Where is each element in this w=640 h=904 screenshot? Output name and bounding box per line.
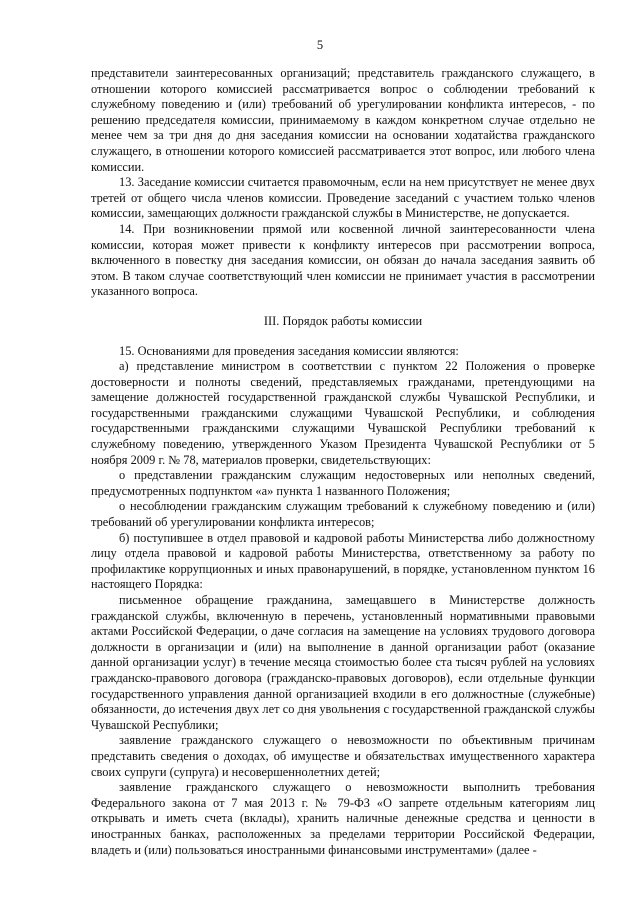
section-heading: III. Порядок работы комиссии	[263, 313, 423, 328]
paragraph-item-13: 13. Заседание комиссии считается правомочным, если на нем присутствует не менее двух третей от общего числа членов комиссии. Проведение заседаний с участием только членов комиссии, замещающих должности гражданской службы в Министерстве, не допускается.	[91, 175, 595, 221]
paragraph-subitem-a: а) представление министром в соответствии с пунктом 22 Положения о проверке достоверности и полноты сведений, представляемых гражданами, претендующими на замещение должностей государственной гражданской службы Чувашской Республики, и государственными гражданскими служащими Чувашской Республики, и соблюдения государственными гражданскими служащими Чувашской Республики требований к служебному поведению, утвержденного Указом Президента Чувашской Республики от 5 ноября 2009 г. № 78, материалов проверки, свидетельствующих:	[91, 359, 595, 467]
paragraph-subitem-b-1: письменное обращение гражданина, замещавшего в Министерстве должность гражданской службы, включенную в перечень, установленный нормативными правовыми актами Российской Федерации, о даче согласия на замещение на условиях трудового договора должности в организации и (или) на выполнение в данной организации работ (оказание данной организации услуг) в течение месяца стоимостью более ста тысяч рублей на условиях гражданско-правового договора (гражданско-правовых договоров), если отдельные функции государственного управления данной организацией входили в его должностные (служебные) обязанности, до истечения двух лет со дня увольнения с государственной гражданской службы Чувашской Республики;	[91, 593, 595, 732]
document-body	[91, 66, 595, 858]
paragraph-subitem-b: б) поступившее в отдел правовой и кадровой работы Министерства либо должностному лицу отдела правовой и кадровой работы Министерства, ответственному за работу по профилактике коррупционных и иных правонарушений, в порядке, установленном пунктом 16 настоящего Порядка:	[91, 530, 595, 592]
paragraph-continuation: представители заинтересованных организаций; представитель гражданского служащего, в отношении которого комиссией рассматривается вопрос о соблюдении требований к служебному поведению и (или) требований об урегулировании конфликта интересов, - по решению председателя комиссии, принимаемому в каждом конкретном случае отдельно не менее чем за три дня до дня заседания комиссии на основании ходатайства гражданского служащего, в отношении которого комиссией рассматривается этот вопрос, или любого члена комиссии.	[91, 66, 595, 174]
paragraph-subitem-b-2: заявление гражданского служащего о невозможности по объективным причинам представить сведения о доходах, об имуществе и обязательствах имущественного характера своих супруги (супруга) и несовершеннолетних детей;	[91, 733, 595, 779]
paragraph-subitem-a-2: о несоблюдении гражданским служащим требований к служебному поведению и (или) требований об урегулировании конфликта интересов;	[91, 499, 595, 530]
paragraph-subitem-b-3: заявление гражданского служащего о невозможности выполнить требования Федерального закона от 7 мая 2013 г. № 79-ФЗ «О запрете отдельным категориям лиц открывать и иметь счета (вклады), хранить наличные денежные средства и ценности в иностранных банках, расположенных за пределами территории Российской Федерации, владеть и (или) пользоваться иностранными финансовыми инструментами» (далее -	[91, 780, 595, 857]
paragraph-item-14: 14. При возникновении прямой или косвенной личной заинтересованности члена комиссии, которая может привести к конфликту интересов при рассмотрении вопроса, включенного в повестку дня заседания комиссии, он обязан до начала заседания заявить об этом. В таком случае соответствующий член комиссии не принимает участия в рассмотрении указанного вопроса.	[91, 221, 595, 299]
paragraph-subitem-a-1: о представлении гражданским служащим недостоверных или неполных сведений, предусмотренных подпунктом «а» пункта 1 названного Положения;	[91, 468, 595, 498]
paragraph-item-15: 15. Основаниями для проведения заседания комиссии являются:	[119, 343, 459, 358]
page-number: 5	[316, 38, 324, 52]
